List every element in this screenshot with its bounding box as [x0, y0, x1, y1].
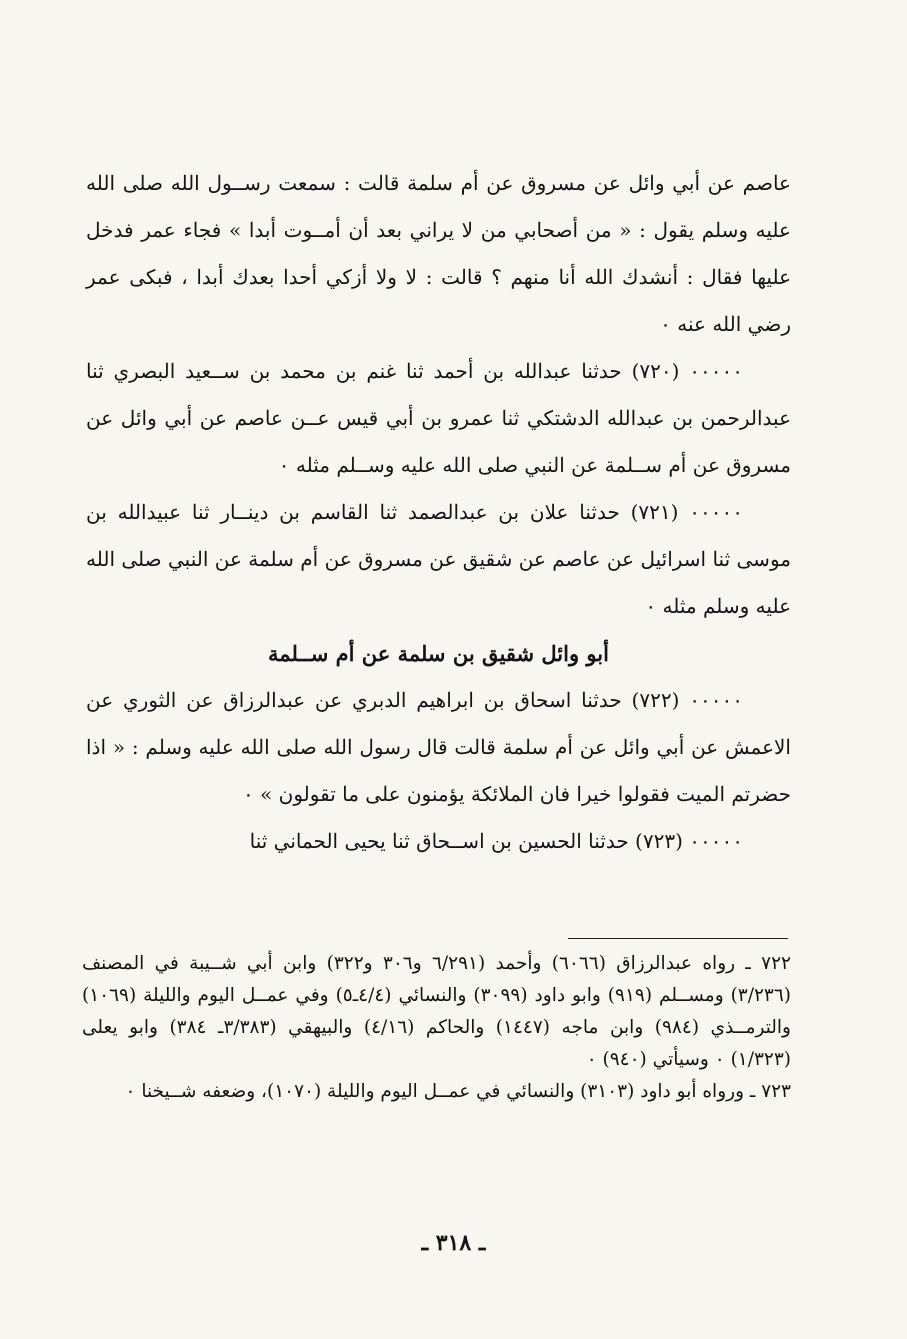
paragraph-1: عاصم عن أبي وائل عن مسروق عن أم سلمة قالت : سمعت رســول الله صلى الله عليه وسلم يقول : « من أصحابي من لا يراني بعد أن أمــوت أبدا » فجاء عمر فدخل عليها فقال : أنشدك الله أنا منهم ؟ قالت : لا ولا أزكي أحدا بعدك أبدا ، فبكى عمر رضي الله عنه ٠ — [86, 171, 791, 336]
footnote-723: ٧٢٣ ـ ورواه أبو داود (٣١٠٣) والنسائي في عمــل اليوم والليلة (١٠٧٠)، وضعفه شــيخنا ٠ — [125, 1081, 791, 1102]
paragraph-722: ٠٠٠٠٠ (٧٢٢) حدثنا اسحاق بن ابراهيم الدبري عن عبدالرزاق عن الثوري عن الاعمش عن أبي وائل عن أم سلمة قالت قال رسول الله صلى الله عليه وسلم : « اذا حضرتم الميت فقولوا خيرا فان الملائكة يؤمنون على ما تقولون » ٠ — [86, 688, 791, 806]
paragraph-723: ٠٠٠٠٠ (٧٢٣) حدثنا الحسين بن اســحاق ثنا يحيى الحماني ثنا — [249, 829, 743, 853]
footnote-722: ٧٢٢ ـ رواه عبدالرزاق (٦٠٦٦) وأحمد (٦/٢٩١ و٣٠٦ و٣٢٢) وابن أبي شــيبة في المصنف (٣/٢٣٦) ومســلم (٩١٩) وابو داود (٣٠٩٩) والنسائي (٤/٤ـ٥) وفي عمــل اليوم والليلة (١٠٦٩) والترمــذي (٩٨٤) وابن ماجه (١٤٤٧) والحاكم (٤/١٦) والبيهقي (٣/٣٨٣ـ ٣٨٤) وابو يعلى (١/٣٢٣) ٠ وسيأتي (٩٤٠) ٠ — [82, 953, 791, 1070]
footnotes — [82, 948, 791, 1108]
paragraph-720: ٠٠٠٠٠ (٧٢٠) حدثنا عبدالله بن أحمد ثنا غنم بن محمد بن ســعيد البصري ثنا عبدالرحمن بن عبدالله الدشتكي ثنا عمرو بن أبي قيس عــن عاصم عن أبي وائل عن مسروق عن أم ســلمة عن النبي صلى الله عليه وســلم مثله ٠ — [86, 359, 791, 477]
footnote-divider — [568, 938, 788, 939]
page-number: ـ ٣١٨ ـ — [421, 1230, 486, 1256]
main-text — [86, 160, 791, 865]
section-heading: أبو وائل شقيق بن سلمة عن أم ســلمة — [268, 641, 609, 666]
paragraph-721: ٠٠٠٠٠ (٧٢١) حدثنا علان بن عبدالصمد ثنا القاسم بن دينــار ثنا عبيدالله بن موسى ثنا اسرائيل عن عاصم عن شقيق عن مسروق عن أم سلمة عن النبي صلى الله عليه وسلم مثله ٠ — [86, 500, 791, 618]
